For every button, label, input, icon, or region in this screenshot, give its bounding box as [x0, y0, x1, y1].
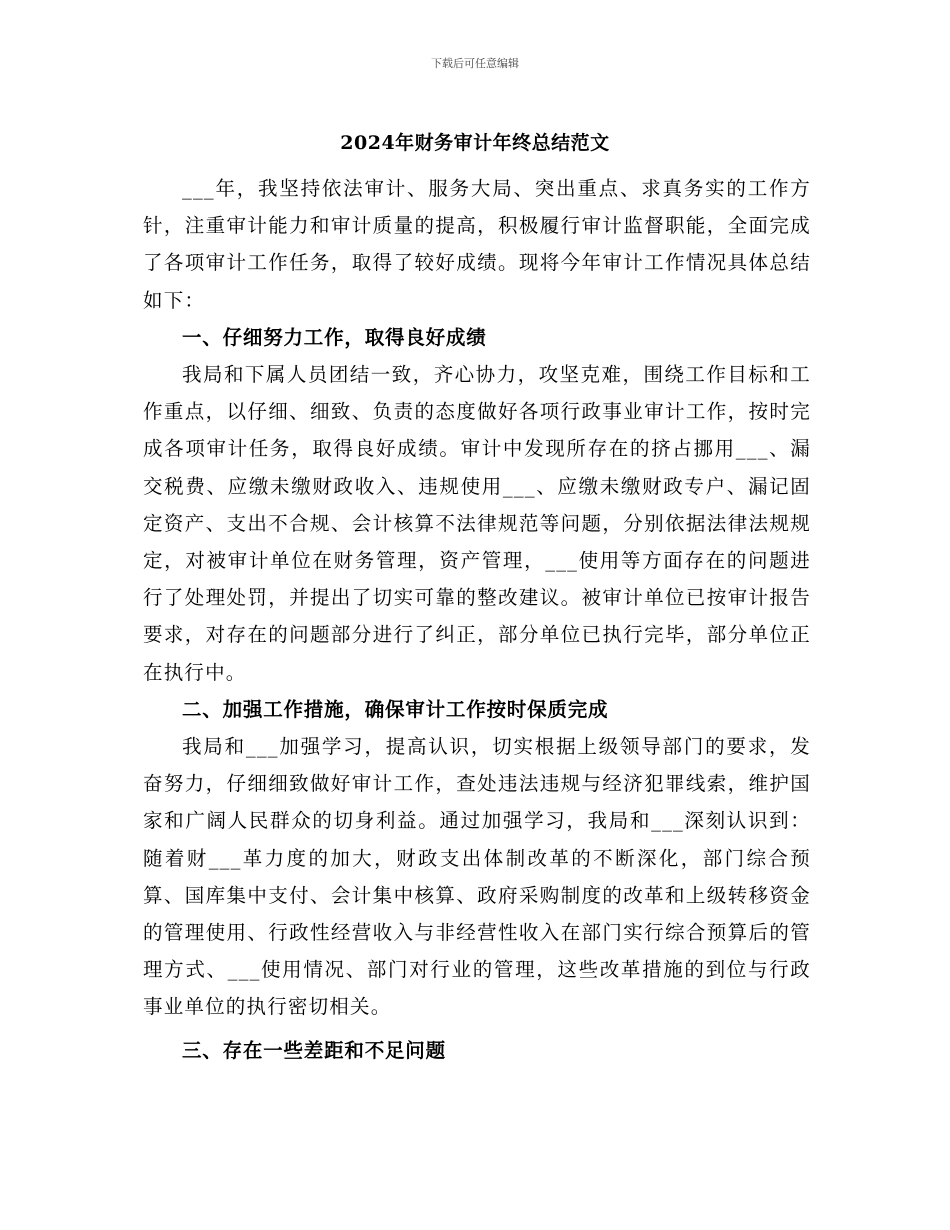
section-1-heading: 一、仔细努力工作，取得良好成绩 [182, 325, 487, 349]
document-body [143, 170, 811, 1069]
intro-paragraph: ___年，我坚持依法审计、服务大局、突出重点、求真务实的工作方针，注重审计能力和审计质量的提高，积极履行审计监督职能，全面完成了各项审计工作任务，取得了较好成绩。现将今年审计工作情况具体总结如下： [143, 177, 811, 312]
section-1-paragraph: 我局和下属人员团结一致，齐心协力，攻坚克难，围绕工作目标和工作重点，以仔细、细致、负责的态度做好各项行政事业审计工作，按时完成各项审计任务，取得良好成绩。审计中发现所存在的挤占挪用___、漏交税费、应缴未缴财政收入、违规使用___、应缴未缴财政专户、漏记固定资产、支出不合规、会计核算不法律规范等问题，分别依据法律法规规定，对被审计单位在财务管理，资产管理，___使用等方面存在的问题进行了处理处罚，并提出了切实可靠的整改建议。被审计单位已按审计报告要求，对存在的问题部分进行了纠正，部分单位已执行完毕，部分单位正在执行中。 [143, 363, 811, 684]
section-2-paragraph: 我局和___加强学习，提高认识，切实根据上级领导部门的要求，发奋努力，仔细细致做好审计工作，查处违法违规与经济犯罪线索，维护国家和广阔人民群众的切身利益。通过加强学习，我局和___深刻认识到：随着财___革力度的加大，财政支出体制改革的不断深化，部门综合预算、国库集中支付、会计集中核算、政府采购制度的改革和上级转移资金的管理使用、行政性经营收入与非经营性收入在部门实行综合预算后的管理方式、___使用情况、部门对行业的管理，这些改革措施的到位与行政事业单位的执行密切相关。 [143, 735, 811, 1019]
section-3-heading: 三、存在一些差距和不足问题 [182, 1038, 446, 1062]
header-note: 下载后可任意编辑 [431, 57, 519, 70]
section-2-heading: 二、加强工作措施，确保审计工作按时保质完成 [182, 697, 609, 721]
document-title: 2024年财务审计年终总结范文 [340, 132, 610, 154]
